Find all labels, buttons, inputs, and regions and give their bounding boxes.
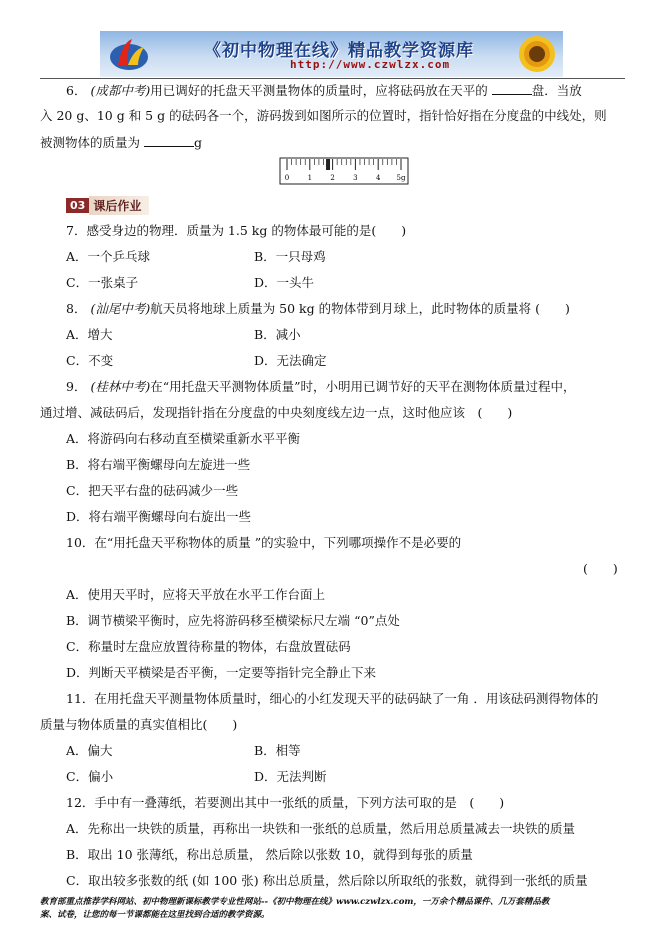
q9-option-b: B．将右端平衡螺母向左旋进一些 (66, 457, 251, 472)
balance-scale-ruler-figure (279, 157, 409, 185)
q8-stem (66, 301, 570, 317)
q6-line1 (66, 82, 582, 99)
q9-stem-line2: 通过增、减砝码后，发现指针指在分度盘的中央刻度线左边一点，这时他应该 ( ) (40, 405, 513, 420)
q6-line2: 入 20 g、10 g 和 5 g 的砝码各一个，游码拨到如图所示的位置时，指针恰好指在分度盘的中线处，则 (40, 108, 607, 123)
footer-line1: 教育部重点推荐学科网站、初中物理新课标教学专业性网站--《初中物理在线》www.czwlzx.com，一万余个精品课件、几万套精品教 (40, 897, 550, 907)
ruler-tick-label: 5g (396, 174, 406, 182)
ruler-tick-label: 2 (330, 174, 335, 182)
q6-source: (成都中考) (90, 83, 151, 98)
q9-option-c: C．把天平右盘的砝码减少一些 (66, 483, 239, 498)
ruler-rider (326, 159, 330, 170)
q8-option-c: C．不变 (66, 353, 114, 368)
q9-stem-line1 (66, 379, 576, 395)
q6-text-c: 被测物体的质量为 (40, 135, 141, 150)
q10-option-a: A．使用天平时，应将天平放在水平工作台面上 (66, 587, 326, 602)
ruler-tick-label: 1 (307, 174, 313, 182)
q6-line3 (40, 134, 202, 151)
q8-source: (汕尾中考) (90, 301, 151, 316)
q10-option-b: B．调节横梁平衡时，应先将游码移至横梁标尺左端 “0”点处 (66, 613, 400, 628)
q12-option-a: A．先称出一块铁的质量，再称出一块铁和一张纸的总质量，然后用总质量减去一块铁的质量 (66, 821, 576, 836)
q8-option-a: A．增大 (66, 327, 113, 342)
q8-option-b: B．减小 (254, 327, 301, 342)
q9-option-d: D．将右端平衡螺母向右旋出一些 (66, 509, 252, 524)
q8-number: 8． (66, 301, 87, 316)
q7-option-a: A．一个乒乓球 (66, 249, 151, 264)
q11-option-c: C．偏小 (66, 769, 114, 784)
site-logo-icon (108, 35, 150, 73)
q11-stem-line1: 11．在用托盘天平测量物体质量时，细心的小红发现天平的砝码缺了一角 ．用该砝码测得物体的 (66, 691, 599, 706)
q11-stem-line2: 质量与物体质量的真实值相比( ) (40, 717, 238, 732)
q6-blank-mass (144, 134, 194, 147)
banner-title: 《初中物理在线》精品教学资源库 (204, 41, 474, 61)
section-number: 03 (66, 198, 89, 213)
q7-option-b: B．一只母鸡 (254, 249, 326, 264)
q10-answer-paren: ( ) (583, 561, 618, 576)
ruler-tick-label: 3 (353, 174, 358, 182)
q9-option-a: A．将游码向右移动直至横梁重新水平平衡 (66, 431, 301, 446)
section-label: 课后作业 (89, 196, 149, 215)
q10-option-c: C．称量时左盘应放置待称量的物体，右盘放置砝码 (66, 639, 351, 654)
q10-option-d: D．判断天平横梁是否平衡，一定要等指针完全静止下来 (66, 665, 377, 680)
q12-option-c: C．取出较多张数的纸 (如 100 张) 称出总质量，然后除以所取纸的张数，就得到一张纸的质量 (66, 873, 588, 888)
ruler-tick-label: 0 (284, 174, 290, 182)
q6-text-a: 用已调好的托盘天平测量物体的质量时，应将砝码放在天平的 (150, 83, 488, 98)
q8-text: 航天员将地球上质量为 50 kg 的物体带到月球上，此时物体的质量将 ( ) (150, 301, 570, 316)
footer-line2: 案、试卷，让您的每一节课都能在这里找到合适的教学资源。 (40, 910, 270, 920)
ruler-tick-label: 4 (375, 174, 381, 182)
q7-option-c: C．一张桌子 (66, 275, 139, 290)
header-divider (40, 78, 625, 79)
q12-stem: 12．手中有一叠薄纸，若要测出其中一张纸的质量，下列方法可取的是 ( ) (66, 795, 505, 810)
q6-text-b: 盘．当放 (531, 83, 582, 98)
q6-unit: g (194, 135, 203, 150)
q8-option-d: D．无法确定 (254, 353, 327, 368)
sunflower-icon (515, 33, 559, 75)
q9-text-1: 在“用托盘天平测物体质量”时，小明用已调节好的天平在测物体质量过程中， (150, 379, 576, 394)
q10-stem: 10．在“用托盘天平称物体的质量 ”的实验中，下列哪项操作不是必要的 (66, 535, 462, 550)
header-banner (100, 31, 563, 77)
q9-number: 9． (66, 379, 87, 394)
q12-option-b: B．取出 10 张薄纸，称出总质量， 然后除以张数 10，就得到每张的质量 (66, 847, 473, 862)
q6-number: 6． (66, 83, 87, 98)
banner-url[interactable]: http://www.czwlzx.com (290, 58, 451, 71)
q11-option-d: D．无法判断 (254, 769, 327, 784)
q9-source: (桂林中考) (90, 379, 151, 394)
q7-option-d: D．一头牛 (254, 275, 315, 290)
section-header (66, 196, 149, 214)
q6-blank-pan (492, 82, 532, 95)
q7-stem: 7．感受身边的物理．质量为 1.5 kg 的物体最可能的是( ) (66, 223, 407, 238)
q11-option-a: A．偏大 (66, 743, 113, 758)
q11-option-b: B．相等 (254, 743, 301, 758)
